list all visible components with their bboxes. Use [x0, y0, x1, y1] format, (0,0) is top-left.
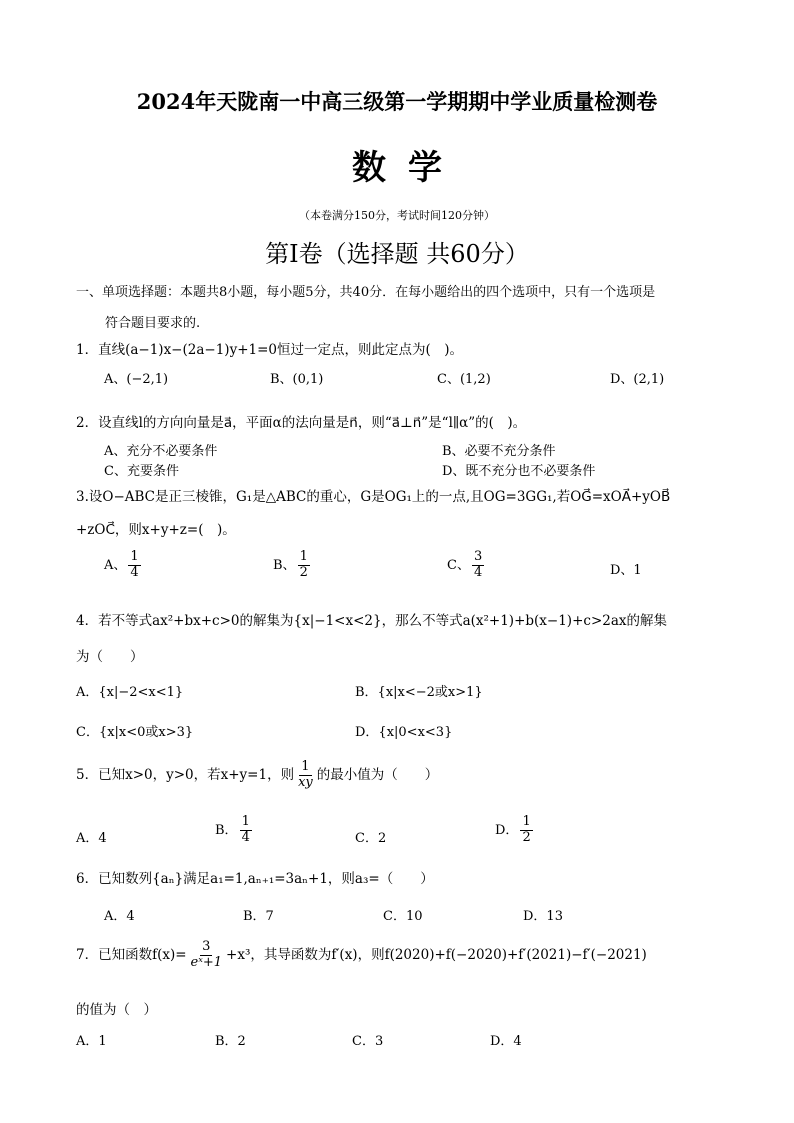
- fraction: [296, 760, 315, 791]
- fraction-denominator: 4: [473, 564, 483, 580]
- fraction-denominator: 2: [299, 564, 308, 580]
- question-6-option-a: A．4: [104, 909, 135, 924]
- question-7-option-d: D．4: [490, 1034, 522, 1049]
- fraction-numerator: 1: [301, 759, 310, 774]
- fraction-numerator: 1: [299, 549, 308, 564]
- question-5-option-c: C．2: [355, 831, 387, 846]
- question-3-stem-line1: 3.设O−ABC是正三棱锥，G₁是△ABC的重心，G是OG₁上的一点,且OG=3GG₁,若OG⃗=xOA⃗+yOB⃗: [76, 489, 671, 505]
- stem-text: 的最小值为（ ）: [316, 766, 439, 783]
- exam-title: 2024年天陇南一中高三级第一学期期中学业质量检测卷: [136, 89, 658, 114]
- question-5-stem: [76, 760, 438, 791]
- question-4-option-d: D．{x|0<x<3}: [355, 725, 453, 740]
- fraction-denominator: xy: [298, 774, 313, 790]
- stem-text: 7．已知函数f(x)=: [76, 946, 187, 963]
- stem-text: 5．已知x>0，y>0，若x+y=1，则: [76, 766, 295, 783]
- question-4-option-a: A．{x|−2<x<1}: [76, 685, 184, 700]
- question-3-stem-line2: +zOC⃗，则x+y+z=( )。: [76, 522, 236, 538]
- question-7-option-a: A．1: [76, 1034, 107, 1049]
- question-1-stem: 1．直线(a−1)x−(2a−1)y+1=0恒过一定点，则此定点为( )。: [76, 342, 464, 358]
- question-3-option-b: [273, 550, 312, 581]
- question-1-option-c: C、(1,2): [437, 372, 491, 387]
- question-6-stem: 6．已知数列{aₙ}满足a₁=1,aₙ₊₁=3aₙ+1，则a₃=（ ）: [76, 871, 434, 887]
- question-2-option-c: C、充要条件: [104, 464, 179, 479]
- question-4-stem-line2: 为（ ）: [76, 649, 144, 665]
- section-instructions-line1: 一、单项选择题：本题共8小题，每小题5分，共40分．在每小题给出的四个选项中，只有一个选项是: [76, 285, 656, 300]
- section-instructions-line2: 符合题目要求的.: [105, 316, 201, 331]
- question-5-option-a: A．4: [76, 831, 107, 846]
- exam-note: （本卷满分150分，考试时间120分钟）: [299, 209, 495, 222]
- fraction-numerator: 3: [473, 549, 483, 564]
- fraction-denominator: 4: [241, 829, 250, 845]
- fraction: [189, 940, 224, 971]
- fraction: [298, 550, 310, 581]
- option-label: B、: [273, 557, 296, 573]
- question-2-stem: 2．设直线l的方向向量是a⃗，平面α的法向量是n⃗，则“a⃗⊥n⃗”是“l∥α”的( )。: [76, 415, 527, 431]
- question-2-option-b: B、必要不充分条件: [442, 444, 556, 459]
- question-4-option-c: C．{x|x<0或x>3}: [76, 725, 194, 740]
- option-label: D．: [495, 822, 519, 838]
- fraction: [240, 815, 252, 846]
- question-3-option-a: [104, 550, 143, 581]
- question-3-option-d: D、1: [610, 563, 642, 578]
- question-4-option-b: B．{x|x<−2或x>1}: [355, 685, 483, 700]
- fraction: [472, 550, 484, 581]
- fraction-denominator: eˣ+1: [190, 954, 223, 970]
- question-4-stem-line1: 4．若不等式ax²+bx+c>0的解集为{x|−1<x<2}，那么不等式a(x²+1)+b(x−1)+c>2ax的解集: [76, 613, 668, 629]
- question-2-option-a: A、充分不必要条件: [104, 444, 218, 459]
- question-7-option-c: C．3: [352, 1034, 384, 1049]
- question-5-option-d: [495, 815, 535, 846]
- fraction-numerator: 3: [202, 939, 211, 954]
- fraction-numerator: 1: [130, 549, 139, 564]
- subject-title: 数学: [352, 148, 464, 188]
- question-6-option-b: B．7: [243, 909, 274, 924]
- question-1-option-b: B、(0,1): [270, 372, 324, 387]
- option-label: C、: [447, 557, 470, 573]
- question-7-stem: [76, 940, 647, 971]
- question-7-option-b: B．2: [215, 1034, 246, 1049]
- question-5-option-b: [215, 815, 254, 846]
- fraction-numerator: 1: [241, 814, 250, 829]
- option-label: B．: [215, 822, 238, 838]
- fraction-numerator: 1: [522, 814, 531, 829]
- question-6-option-c: C．10: [383, 909, 423, 924]
- question-6-option-d: D．13: [523, 909, 563, 924]
- fraction: [128, 550, 140, 581]
- volume-heading: 第Ⅰ卷（选择题 共60分）: [265, 240, 529, 268]
- fraction-denominator: 2: [522, 829, 531, 845]
- question-1-option-a: A、(−2,1): [104, 372, 169, 387]
- question-2-option-d: D、既不充分也不必要条件: [442, 464, 596, 479]
- question-1-option-d: D、(2,1): [610, 372, 665, 387]
- option-label: A、: [104, 557, 127, 573]
- question-3-option-c: [447, 550, 486, 581]
- question-7-stem-line2: 的值为（ ）: [76, 1002, 157, 1018]
- stem-text: +x³，其导函数为f′(x)，则f(2020)+f(−2020)+f′(2021)−f′(−2021): [226, 946, 647, 963]
- fraction: [520, 815, 532, 846]
- fraction-denominator: 4: [130, 564, 139, 580]
